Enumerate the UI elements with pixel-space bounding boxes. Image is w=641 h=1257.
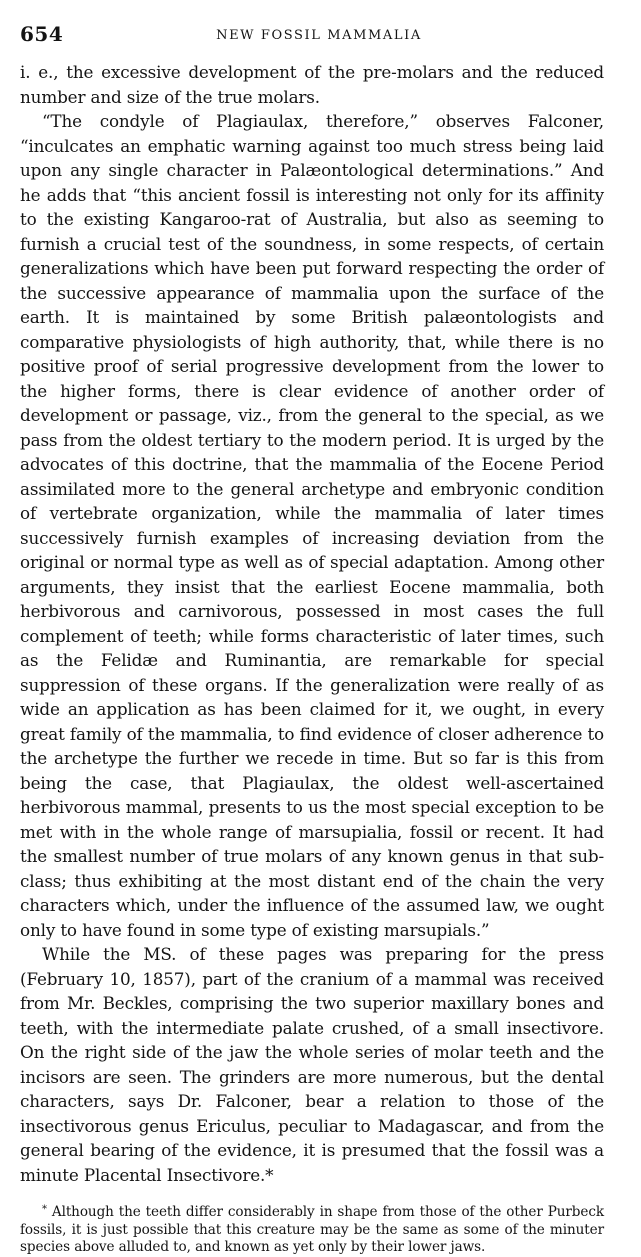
- page-number: 654: [20, 22, 64, 46]
- running-title: NEW FOSSIL MAMMALIA: [216, 28, 422, 43]
- paragraph-beckles-specimen: While the MS. of these pages was preparing for the press (February 10, 1857), part of the cranium of a mammal was received from Mr. Beckles, comprising the two superior maxillary bones and teeth, with the intermediate palate crushed, of a small insectivore. On the right side of the jaw the whole series of molar teeth and the incisors are seen. The grinders are more numerous, but the dental characters, says Dr. Falconer, bear a relation to those of the insectivorous genus Ericulus, peculiar to Madagascar, and from the general bearing of the evidence, it is presumed that the fossil was a minute Placental Insectivore.*: [20, 944, 604, 1185]
- footnote-marker: *: [42, 1204, 47, 1215]
- running-head: [20, 22, 604, 52]
- book-page: [20, 22, 604, 1257]
- footnote-text: Although the teeth differ considerably in shape from those of the other Purbeck fossils, it is just possible that this creature may be the same as some of the minuter species above alluded to, and known as yet only by their lower jaws.: [20, 1204, 604, 1255]
- body-text: [20, 60, 604, 1187]
- paragraph-continuation: i. e., the excessive development of the pre-molars and the reduced number and size of the true molars.: [20, 62, 604, 107]
- paragraph-falconer-quote: “The condyle of Plagiaulax, therefore,” observes Falconer, “inculcates an emphatic warning against too much stress being laid upon any single character in Palæontological determinations.” And he adds that “this ancient fossil is interesting not only for its affinity to the existing Kangaroo-rat of Australia, but also as seeming to furnish a crucial test of the soundness, in some respects, of certain generalizations which have been put forward respecting the order of the successive appearance of mammalia upon the surface of the earth. It is maintained by some British palæontologists and comparative physiologists of high authority, that, while there is no positive proof of serial progressive development from the lower to the higher forms, there is clear evidence of another order of development or passage, viz., from the general to the special, as we pass from the oldest tertiary to the modern period. It is urged by the advocates of this doctrine, that the mammalia of the Eocene Period assimilated more to the general archetype and embryonic condition of vertebrate organization, while the mammalia of later times successively furnish examples of increasing deviation from the original or normal type as well as of special adaptation. Among other arguments, they insist that the earliest Eocene mammalia, both herbivorous and carnivorous, possessed in most cases the full complement of teeth; while forms characteristic of later times, such as the Felidæ and Ruminantia, are remarkable for special suppression of these organs. If the generalization were really of as wide an application as has been claimed for it, we ought, in every great family of the mammalia, to find evidence of closer adherence to the archetype the further we recede in time. But so far is this from being the case, that Plagiaulax, the oldest well-ascertained herbivorous mammal, presents to us the most special exception to be met with in the whole range of marsupialia, fossil or recent. It had the smallest number of true molars of any known genus in that sub-class; thus exhibiting at the most distant end of the chain the very characters which, under the influence of the assumed law, we ought only to have found in some type of existing marsupials.”: [20, 111, 604, 940]
- footnote-paragraph: [20, 1201, 604, 1257]
- footnote: [20, 1201, 604, 1257]
